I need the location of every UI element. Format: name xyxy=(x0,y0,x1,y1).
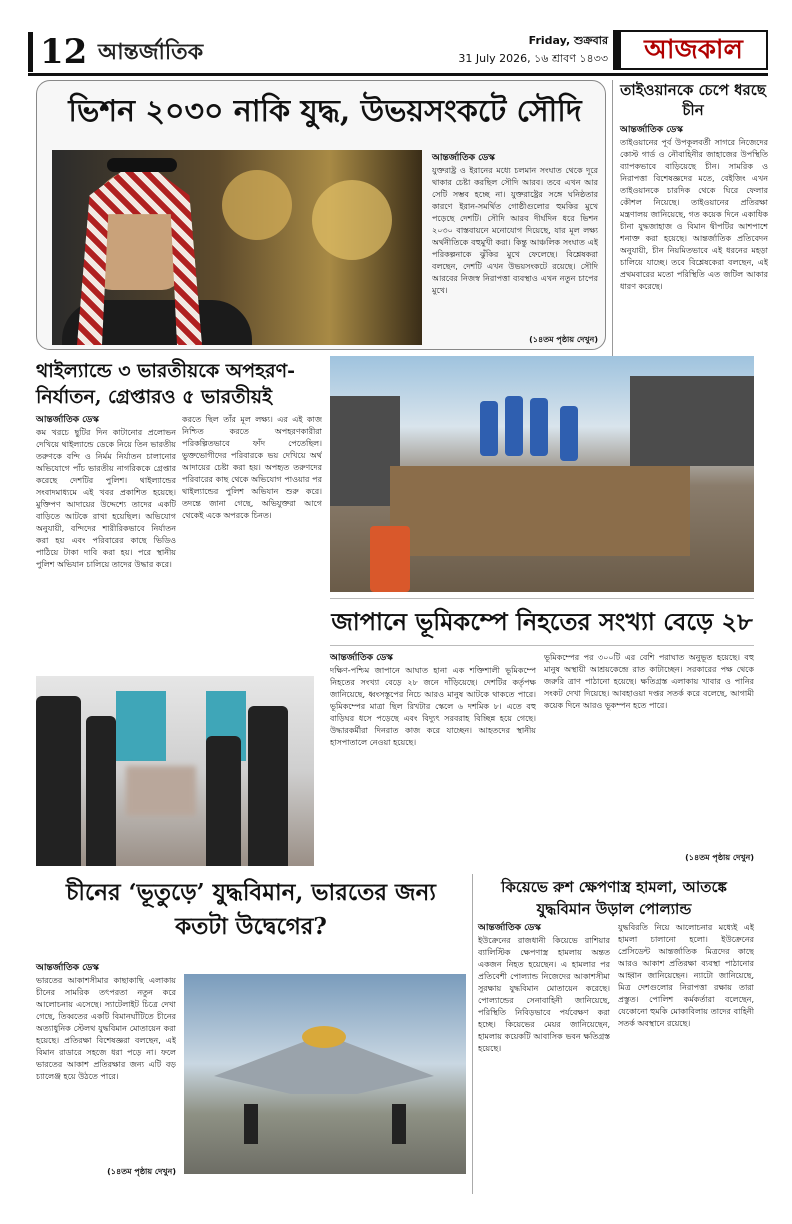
japan-byline: আন্তর্জাতিক ডেস্ক xyxy=(330,653,393,663)
lead-continued: (১৪তম পৃষ্ঠায় দেখুন) xyxy=(529,335,598,344)
photo-rescuer xyxy=(505,396,523,456)
photo-curtain xyxy=(116,691,166,761)
russia-body: ইউক্রেনের রাজধানী কিয়েভে রাশিয়ার ব্যালিস্টিক ক্ষেপণাস্ত্র হামলায় অন্তত একজন নিহত হয়েছেন। এ হামলার পর প্রতিবেশী পোল্যান্ড নিজেদের আকাশসীমা সুরক্ষায় যুদ্ধবিমান মোতায়েন করেছে। পোল্যান্ডের সেনাবাহিনী জানিয়েছে, পরিস্থিতি নিবিড়ভাবে পর্যবেক্ষণ করা হচ্ছে। কিয়েভের মেয়র জানিয়েছেন, হামলায় কয়েকটি আবাসিক ভবন ক্ষতিগ্রস্ত হয়েছে। xyxy=(478,936,610,1053)
section-title: আন্তর্জাতিক xyxy=(98,39,204,65)
column-divider xyxy=(472,874,473,1194)
japan-body-continued: ভূমিকম্পের পর ৩০০টি এর বেশি পরাঘাত অনুভূত হয়েছে। বহু মানুষ অস্থায়ী আশ্রয়কেন্দ্রে রাত কাটাচ্ছেন। সরকারের পক্ষ থেকে জরুরি ত্রাণ পাঠানো হয়েছে। ক্ষতিগ্রস্ত এলাকায় খাবার ও পানির সংকট দেখা দিয়েছে। আবহাওয়া দপ্তর সতর্ক করে বলেছে, আগামী কয়েক দিনে আরও ভূকম্পন হতে পারে। xyxy=(544,653,754,710)
photo-rescuer xyxy=(530,398,548,456)
photo-rescuer xyxy=(480,401,498,456)
thailand-body: কম খরচে ছুটির দিন কাটানোর প্রলোভন দেখিয়ে থাইল্যান্ডে ডেকে নিয়ে তিন ভারতীয় তরুণকে বন্দি ও নির্মম নির্যাতন চালানোর অভিযোগে পাঁচ ভারতীয় নাগরিককে গ্রেপ্তার করেছে দেশটির পুলিশ। থাইল্যান্ডের সংবাদমাধ্যমে এই খবর প্রকাশিত হয়েছে। মুক্তিপণ আদায়ের উদ্দেশ্যে তাদের একটি বাড়িতে আটকে রাখা হয়েছিল। অভিযোগ অনুযায়ী, বন্দিদের শারীরিকভাবে নির্যাতন করা হয় এবং পরিবারের কাছে ভিডিও পাঠিয়ে টাকা দাবি করা হয়। পরে স্থানীয় পুলিশ অভিযান চালিয়ে তাদের উদ্ধার করে। xyxy=(36,428,176,569)
photo-jet-gear xyxy=(392,1104,406,1144)
photo-ornament xyxy=(312,180,392,260)
newspaper-logo: আজকাল xyxy=(613,30,768,70)
page-number-bar xyxy=(28,32,33,72)
photo-officer xyxy=(86,716,116,866)
thailand-photo xyxy=(36,676,314,866)
china-jet-continued: (১৪তম পৃষ্ঠায় দেখুন) xyxy=(107,1167,176,1176)
thailand-headline: থাইল্যান্ডে ৩ ভারতীয়কে অপহরণ-নির্যাতন, গ্রেপ্তারও ৫ ভারতীয়ই xyxy=(36,360,295,408)
russia-byline: আন্তর্জাতিক ডেস্ক xyxy=(478,923,541,933)
photo-building xyxy=(630,376,754,466)
issue-date: 31 July 2026, ১৬ শ্রাবণ ১৪৩৩ xyxy=(458,52,608,65)
photo-officer xyxy=(36,696,81,866)
photo-debris xyxy=(390,466,690,556)
photo-ornament xyxy=(222,170,292,240)
photo-officer xyxy=(248,706,288,866)
russia-headline: কিয়েভে রুশ ক্ষেপণাস্ত্র হামলা, আতঙ্কে যুদ্ধবিমান উড়াল পোল্যান্ড xyxy=(501,878,727,918)
photo-blurred-faces xyxy=(126,766,196,816)
lead-byline: আন্তর্জাতিক ডেস্ক xyxy=(432,153,495,163)
earthquake-photo xyxy=(330,356,754,592)
stealth-jet-photo xyxy=(184,974,466,1174)
lead-body: যুক্তরাষ্ট্র ও ইরানের মধ্যে চলমান সংঘাত থেকে দূরে থাকার চেষ্টা করছিল সৌদি আরব। তবে এখন আর সেটি সম্ভব হচ্ছে না। যুক্তরাষ্ট্রের সঙ্গে ঘনিষ্ঠতার কারণে ইরান-সমর্থিত গোষ্ঠীগুলোর হুমকির মুখে পড়েছে দেশটি। সৌদি আরব দীর্ঘদিন ধরে ভিশন ২০৩০ বাস্তবায়নে মনোযোগ দিয়েছে, যার মূল লক্ষ্য অর্থনীতিকে বহুমুখী করা। কিন্তু আঞ্চলিক সংঘাত এই পরিকল্পনাকে ঝুঁকির মুখে ফেলেছে। বিশ্লেষকরা বলছেন, দেশটি এখন উভয়সংকটে রয়েছে। সৌদি আরবের নিজস্ব নিরাপত্তা ব্যবস্থাও এখন নতুন চাপের মুখে। xyxy=(432,166,598,295)
lead-photo xyxy=(52,150,422,345)
photo-jet-canopy xyxy=(302,1026,346,1048)
taiwan-body: তাইওয়ানের পূর্ব উপকূলবর্তী সাগরে নিজেদের কোস্ট গার্ড ও নৌবাহিনীর জাহাজের উপস্থিতি ব্যাপকভাবে বাড়িয়েছে চীন। সামরিক ও নিরাপত্তা বিশেষজ্ঞদের মতে, বেইজিং এখন তাইওয়ানকে চারদিক থেকে ঘিরে ফেলার কৌশল নিয়েছে। তাইওয়ানের প্রতিরক্ষা মন্ত্রণালয় জানিয়েছে, গত কয়েক দিনে একাধিক চীনা যুদ্ধজাহাজ ও বিমান দ্বীপটির আশপাশে শনাক্ত করা হয়েছে। আন্তর্জাতিক প্রতিবেদন অনুযায়ী, চীন নিয়মিতভাবে এই ধরনের মহড়া চালিয়ে যাচ্ছে। তবে বিশ্লেষকেরা বলছেন, এই প্রথমবারের মতো পরিস্থিতি এত জটিল আকার ধারণ করেছে। xyxy=(620,138,768,291)
thailand-body-continued: করতে ছিল তাঁর মূল লক্ষ্য। এর এই কাজ নিশ্চিত করতে অপহরণকারীরা পরিকল্পিতভাবে ফাঁদ পেতেছিল। ভুক্তভোগীদের পরিবারকে ভয় দেখিয়ে অর্থ আদায়ের চেষ্টা করা হয়। অপহৃত তরুণদের পরিবারের কাছ থেকে অভিযোগ পাওয়ার পর থাইল্যান্ডের পুলিশ অভিযান শুরু করে। তদন্তে জানা গেছে, অভিযুক্তরা আগে থেকেই একে অপরকে চিনত। xyxy=(182,415,322,520)
photo-jet-gear xyxy=(244,1104,258,1144)
china-jet-body: ভারতের আকাশসীমার কাছাকাছি এলাকায় চীনের সামরিক তৎপরতা নতুন করে আলোচনায় এসেছে। স্যাটেলাইট চিত্রে দেখা গেছে, তিব্বতের একটি বিমানঘাঁটিতে চীনের অত্যাধুনিক স্টেলথ যুদ্ধবিমান মোতায়েন করা হয়েছে। প্রতিরক্ষা বিশেষজ্ঞরা বলছেন, এই বিমান রাডারে সহজে ধরা পড়ে না। ফলে ভারতের আকাশ প্রতিরক্ষার জন্য এটি বড় চ্যালেঞ্জ হয়ে উঠতে পারে। xyxy=(36,976,176,1081)
column-divider xyxy=(612,80,613,360)
photo-rescuer xyxy=(370,526,410,592)
china-jet-byline: আন্তর্জাতিক ডেস্ক xyxy=(36,963,99,973)
taiwan-headline: তাইওয়ানকে চেপে ধরছে চীন xyxy=(620,81,766,119)
lead-headline: ভিশন ২০৩০ নাকি যুদ্ধ, উভয়সংকটে সৌদি xyxy=(68,94,582,129)
photo-officer xyxy=(206,736,241,866)
photo-rescuer xyxy=(560,406,578,461)
photo-figure-agal xyxy=(107,158,177,172)
thailand-byline: আন্তর্জাতিক ডেস্ক xyxy=(36,415,99,425)
japan-continued: (১৪তম পৃষ্ঠায় দেখুন) xyxy=(685,853,754,862)
page-number: 12 xyxy=(40,32,88,72)
japan-headline: জাপানে ভূমিকম্পে নিহতের সংখ্যা বেড়ে ২৮ xyxy=(330,598,754,646)
japan-body: দক্ষিণ-পশ্চিম জাপানে আঘাত হানা এক শক্তিশালী ভূমিকম্পে নিহতের সংখ্যা বেড়ে ২৮ জনে দাঁড়িয়েছে। দেশটির কর্তৃপক্ষ জানিয়েছে, ধ্বংসস্তূপের নিচে আরও মানুষ আটকে থাকতে পারে। ভূমিকম্পের মাত্রা ছিল রিখটার স্কেলে ৬ দশমিক ৮। এতে বহু বাড়িঘর ধসে পড়েছে এবং বিদ্যুৎ সরবরাহ বিচ্ছিন্ন হয়ে গেছে। উদ্ধারকর্মীরা দিনরাত কাজ করে যাচ্ছেন। আহতদের স্থানীয় হাসপাতালে নেওয়া হয়েছে। xyxy=(330,666,536,747)
china-jet-headline: চীনের ‘ভূতুড়ে’ যুদ্ধবিমান, ভারতের জন্য কতটা উদ্বেগের? xyxy=(66,879,436,940)
taiwan-byline: আন্তর্জাতিক ডেস্ক xyxy=(620,125,683,135)
russia-body-continued: যুদ্ধবিরতি নিয়ে আলোচনার মধ্যেই এই হামলা চালানো হলো। ইউক্রেনের প্রেসিডেন্ট আন্তর্জাতিক মিত্রদের কাছে আরও আকাশ প্রতিরক্ষা ব্যবস্থা পাঠানোর আহ্বান জানিয়েছেন। ন্যাটো জানিয়েছে, মিত্র দেশগুলোর নিরাপত্তা রক্ষায় তারা প্রস্তুত। পোলিশ কর্মকর্তারা বলেছেন, যেকোনো হুমকি মোকাবিলায় তাদের বাহিনী সতর্ক অবস্থানে রয়েছে। xyxy=(618,923,754,1028)
masthead xyxy=(28,30,768,76)
issue-day: Friday, শুক্রবার xyxy=(528,34,608,47)
